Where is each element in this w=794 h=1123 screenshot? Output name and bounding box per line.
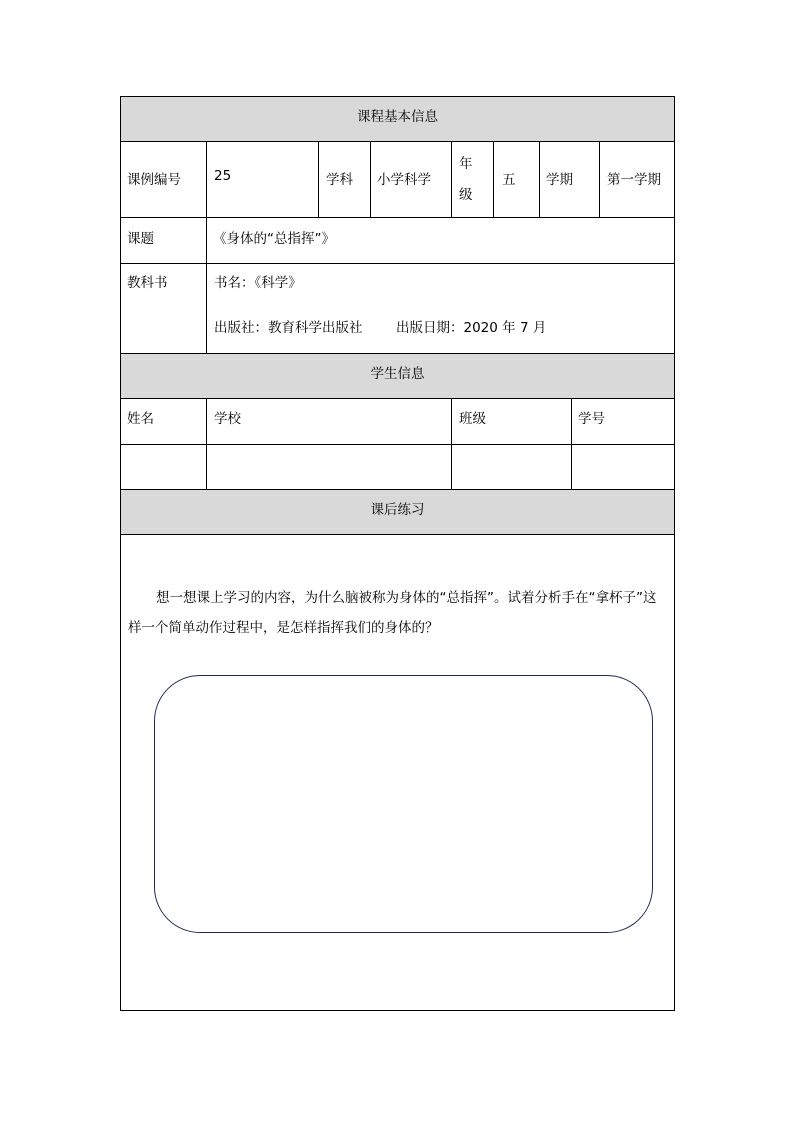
grade-label-cell	[452, 142, 494, 217]
topic-row	[121, 218, 674, 264]
topic-value: 《身体的“总指挥”》	[213, 231, 335, 247]
textbook-label-cell	[121, 264, 207, 353]
class-label: 班级	[459, 411, 486, 427]
grade-value: 五	[502, 172, 516, 188]
exercise-body	[121, 535, 674, 1010]
school-label-cell	[207, 399, 452, 444]
student-labels-row	[121, 399, 674, 445]
id-label-cell	[572, 399, 674, 444]
school-label: 学校	[214, 411, 241, 427]
code-label-cell	[121, 142, 207, 217]
code-value: 25	[214, 168, 232, 184]
course-info-header	[121, 97, 674, 142]
exercise-question	[128, 583, 668, 643]
term-value-cell	[600, 142, 674, 217]
term-value: 第一学期	[607, 172, 661, 188]
subject-label: 学科	[326, 172, 353, 188]
id-value-cell[interactable]	[572, 445, 674, 489]
topic-value-cell	[207, 218, 674, 263]
grade-label-line1: 年	[459, 156, 473, 172]
name-label-cell	[121, 399, 207, 444]
topic-label-cell	[121, 218, 207, 263]
lesson-worksheet-table	[120, 96, 675, 1011]
class-label-cell	[452, 399, 572, 444]
code-value-cell	[207, 142, 319, 217]
subject-label-cell	[319, 142, 371, 217]
term-label-cell	[540, 142, 600, 217]
school-value-cell[interactable]	[207, 445, 452, 489]
answer-box[interactable]	[154, 675, 653, 933]
textbook-row	[121, 264, 674, 354]
subject-value: 小学科学	[377, 172, 431, 188]
student-info-title: 学生信息	[370, 366, 425, 382]
question-text: 想一想课上学习的内容，为什么脑被称为身体的“总指挥”。试着分析手在“拿杯子”这样一个简单动作过程中，是怎样指挥我们的身体的？	[128, 590, 657, 636]
publisher: 出版社：教育科学出版社	[214, 320, 363, 336]
grade-value-cell	[494, 142, 540, 217]
id-label: 学号	[578, 411, 605, 427]
class-value-cell[interactable]	[452, 445, 572, 489]
textbook-label: 教科书	[127, 275, 168, 291]
textbook-value-cell	[207, 264, 674, 353]
grade-label-line2: 级	[459, 187, 473, 203]
topic-label: 课题	[127, 231, 154, 247]
name-value-cell[interactable]	[121, 445, 207, 489]
course-meta-row	[121, 142, 674, 218]
student-info-header	[121, 354, 674, 399]
code-label: 课例编号	[127, 172, 181, 188]
publish-date: 出版日期：2020 年 7 月	[396, 320, 547, 336]
student-values-row	[121, 445, 674, 490]
exercise-header	[121, 490, 674, 535]
name-label: 姓名	[127, 411, 154, 427]
exercise-title: 课后练习	[370, 502, 425, 518]
book-name: 书名：《科学》	[214, 275, 302, 291]
subject-value-cell	[371, 142, 452, 217]
course-info-title: 课程基本信息	[357, 109, 438, 125]
term-label: 学期	[546, 172, 573, 188]
